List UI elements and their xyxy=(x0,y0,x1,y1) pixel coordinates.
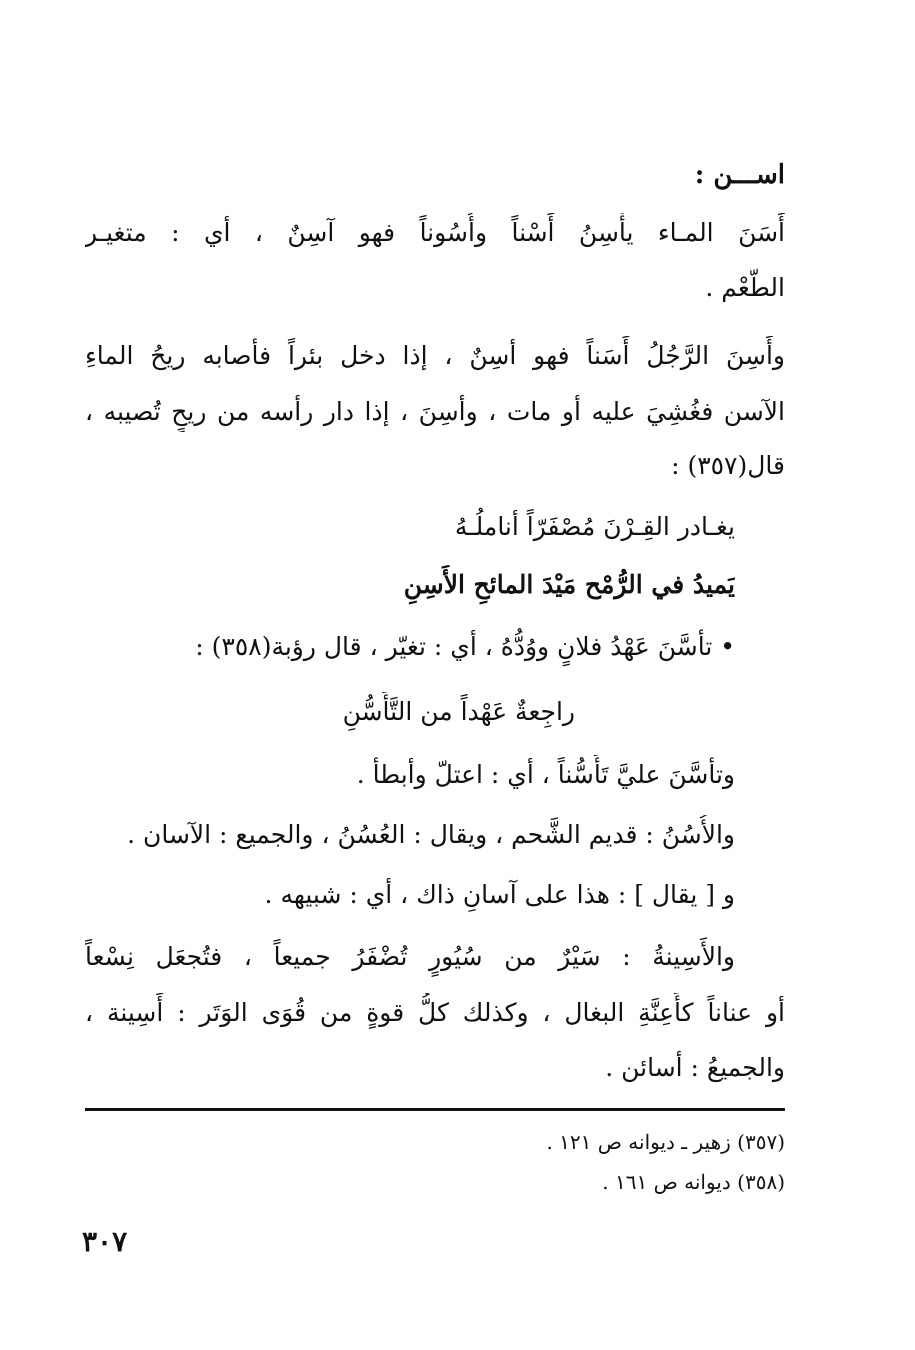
entry-heading: اســـن : xyxy=(694,160,785,190)
body-line-7: وتأسَّنَ عليَّ تَأَسُّناً ، أي : اعتلّ وأبطأ . xyxy=(356,760,735,789)
body-line-9: و [ يقال ] : هذا على آسانِ ذاك ، أي : شبيهه . xyxy=(264,880,735,909)
body-line-11: أو عناناً كأَعِنَّةِ البغال ، وكذلك كلُّ قوةٍ من قُوَى الوَتَر : أَسِينة ، xyxy=(85,998,785,1027)
body-line-6: • تأسَّنَ عَهْدُ فلانٍ ووُدُّهُ ، أي : تغيّر ، قال رؤبة(٣٥٨) : xyxy=(195,632,735,661)
verse-line-2: يَميدُ في الرُّمْح مَيْدَ المائحِ الأَسِنِ xyxy=(403,570,735,599)
verse-line-1: يغـادر القِـرْنَ مُصْفَرّاً أناملُـهُ xyxy=(454,512,735,541)
verse-line-3: راجِعةٌ عَهْداً من التَّأَسُّنِ xyxy=(342,697,575,726)
body-line-8: والأُسُنُ : قديم الشَّحم ، ويقال : العُسُنُ ، والجميع : الآسان . xyxy=(127,820,735,849)
body-line-3: وأَسِنَ الرَّجُلُ أَسَناً فهو أسِنٌ ، إذا دخل بئراً فأصابه ريحُ الماءِ xyxy=(85,341,785,370)
body-line-4: الآسن فغُشِيَ عليه أو مات ، وأسِنَ ، إذا دار رأسه من ريحٍ تُصيبه ، xyxy=(85,397,785,426)
body-line-5: قال(٣٥٧) : xyxy=(671,451,785,480)
footnote-divider xyxy=(85,1108,785,1111)
footnote-358: (٣٥٨) ديوانه ص ١٦١ . xyxy=(602,1170,785,1194)
page-number: ٣٠٧ xyxy=(82,1225,128,1258)
body-line-10: والأَسِينةُ : سَيْرٌ من سُيُورٍ تُضْفَرُ جميعاً ، فتُجعَل نِسْعاً xyxy=(85,942,735,971)
body-line-1: أَسَنَ المـاء يأْسِنُ أَسْناً وأُسُوناً فهو آسِنٌ ، أي : متغيـر xyxy=(85,218,785,247)
body-line-2: الطَّعْم . xyxy=(705,273,785,302)
footnote-357: (٣٥٧) زهير ـ ديوانه ص ١٢١ . xyxy=(546,1130,785,1154)
body-line-12: والجميعُ : أسائن . xyxy=(605,1053,785,1082)
